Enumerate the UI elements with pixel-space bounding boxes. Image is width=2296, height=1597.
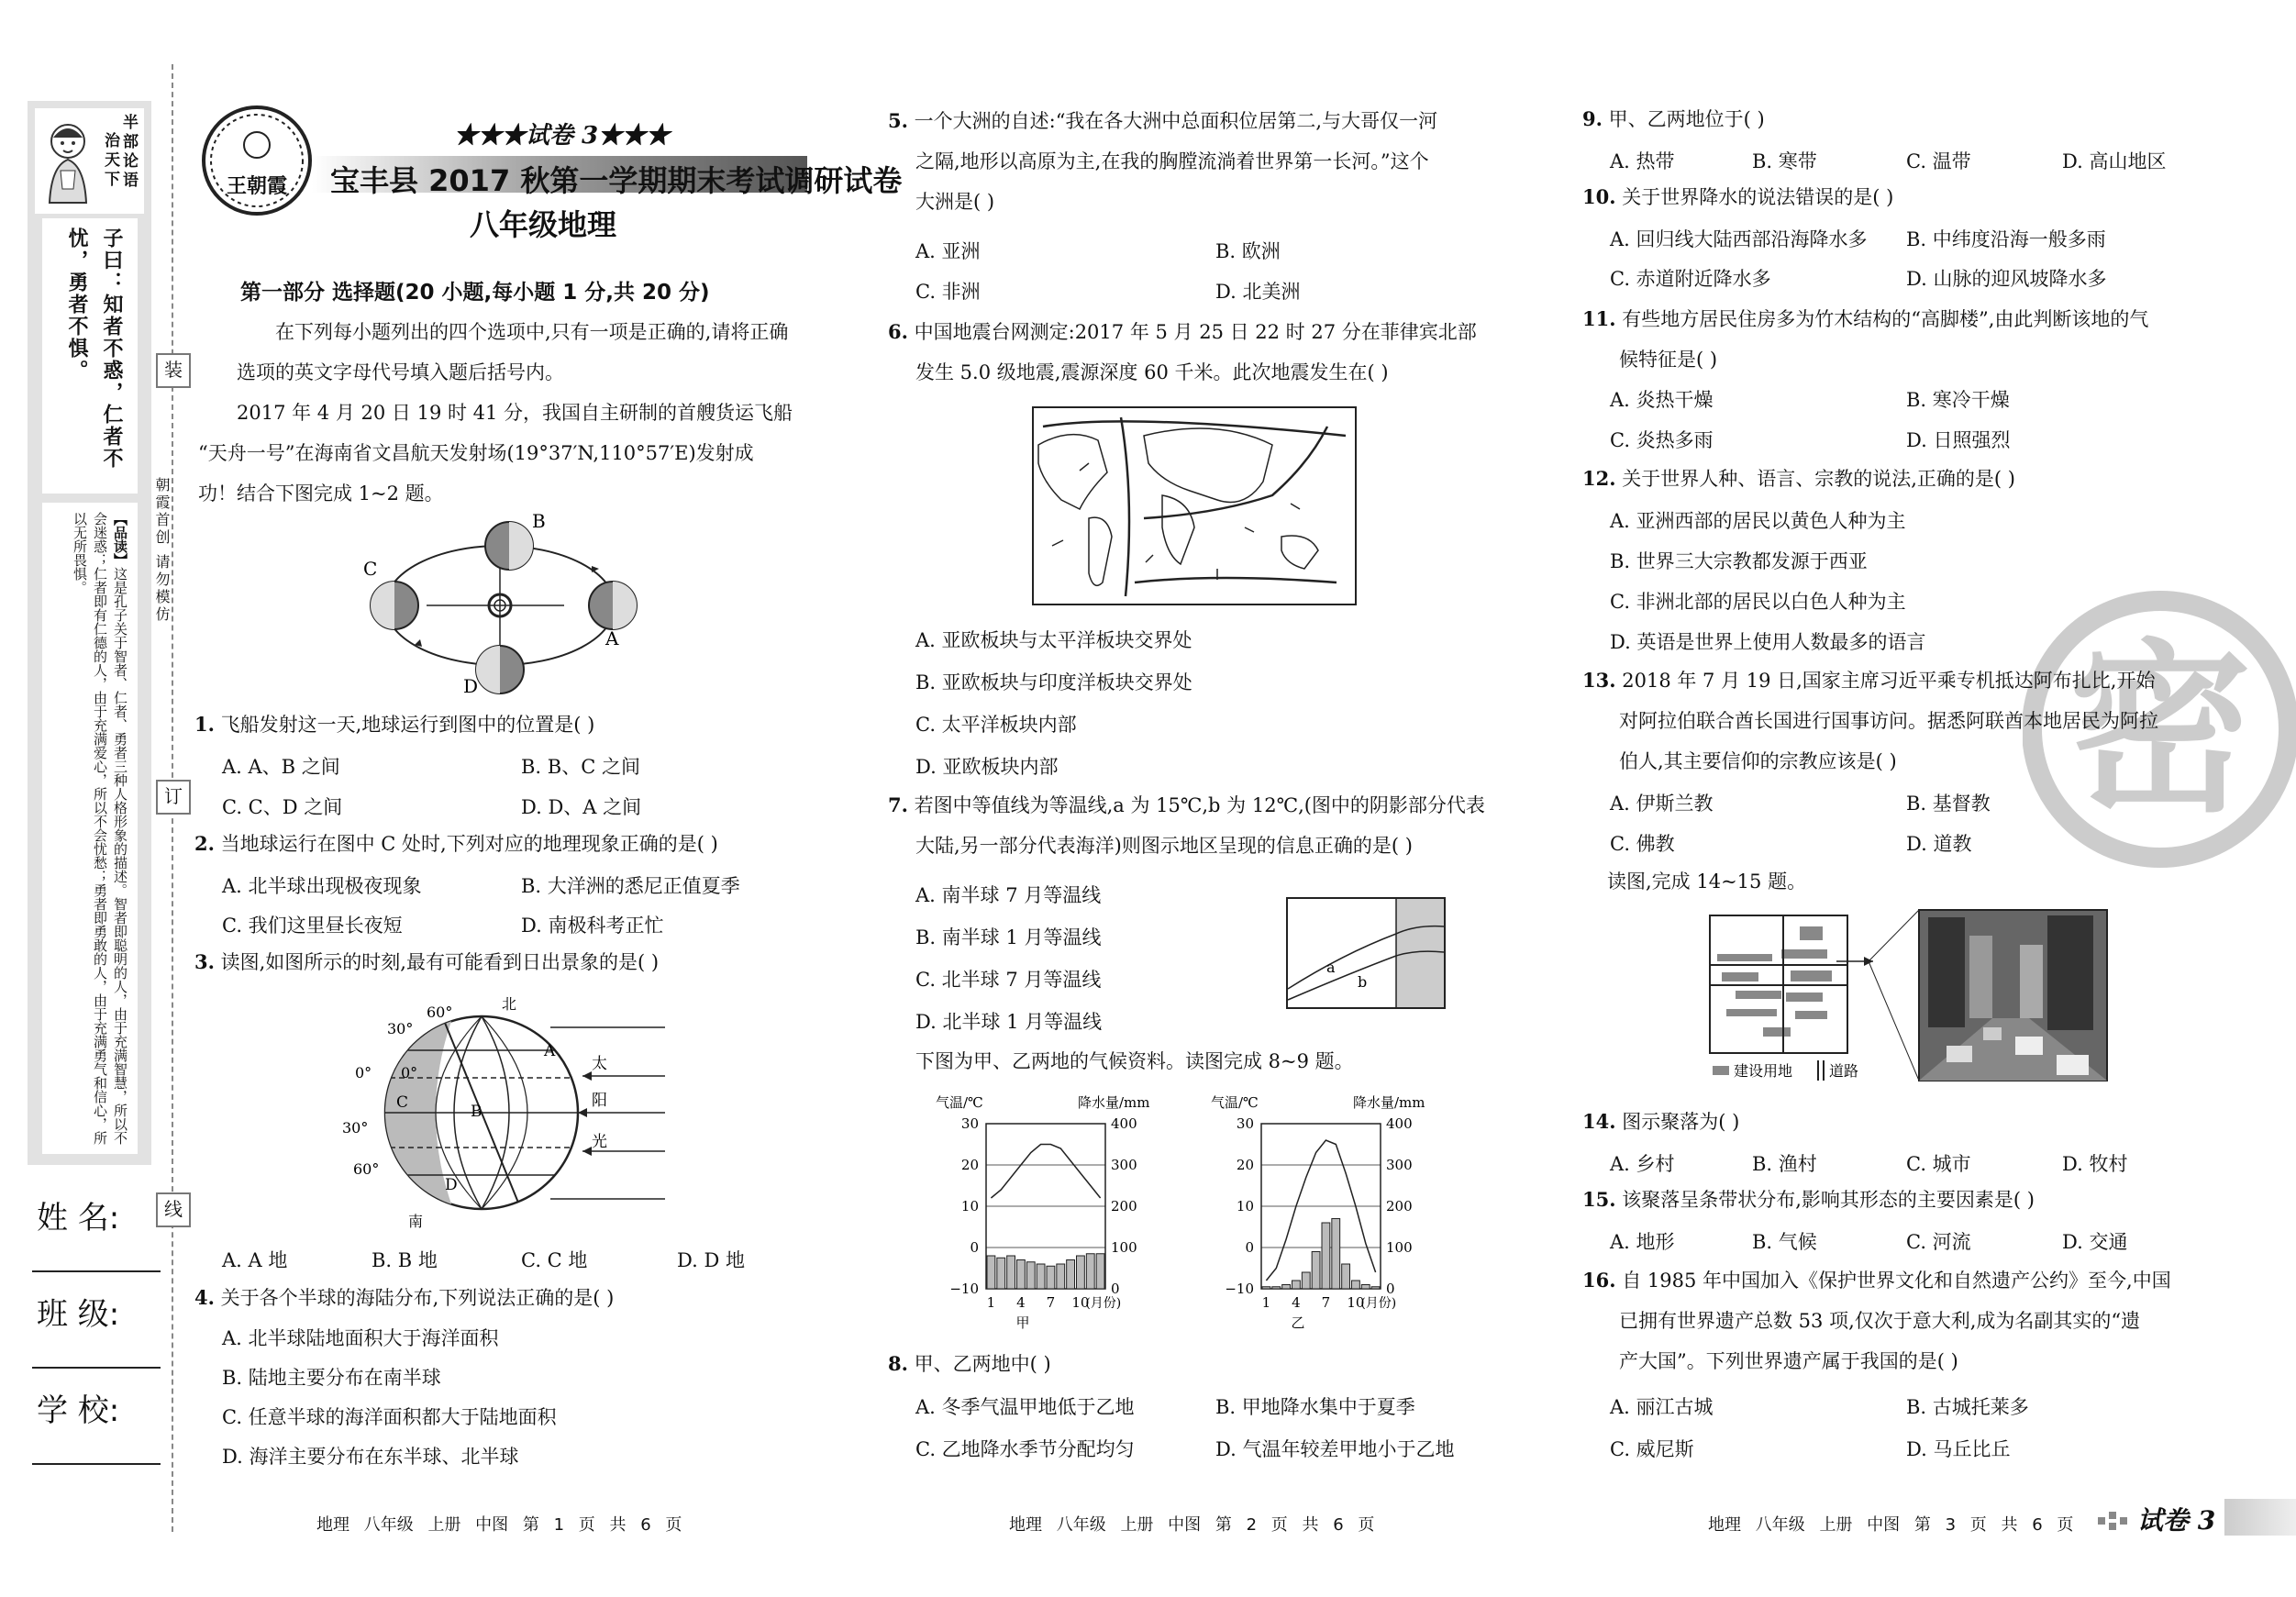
chart-1-temp-line [1266, 1140, 1375, 1281]
q7-option-c[interactable]: C. 北半球 7 月等温线 [915, 969, 1102, 991]
name-field[interactable] [32, 1270, 161, 1272]
q3-option-a[interactable]: A. A 地 [222, 1249, 288, 1271]
motto-line-2: 治天下 [101, 132, 119, 190]
q9-option-c[interactable]: C. 温带 [1906, 150, 1971, 172]
svg-text:阳: 阳 [592, 1092, 607, 1110]
question-14: 14. 图示聚落为( ) [1582, 1110, 1740, 1133]
chart-0-temp-tick: 0 [970, 1239, 979, 1256]
chart-1-temp-label: 气温/℃ [1211, 1094, 1259, 1111]
svg-text:0°: 0° [355, 1064, 372, 1081]
plate-boundary-map [1032, 406, 1357, 605]
chart-0-x-tick: 4 [1016, 1294, 1026, 1311]
q12-option-d[interactable]: D. 英语是世界上使用人数最多的语言 [1610, 631, 1926, 653]
q5-option-b[interactable]: B. 欧洲 [1215, 240, 1281, 262]
svg-text:北: 北 [502, 995, 517, 1013]
orbit-label-d: D [463, 675, 479, 697]
question-3: 3. 读图,如图所示的时刻,最有可能看到日出景象的是( ) [194, 950, 660, 973]
question-2: 2. 当地球运行在图中 C 处时,下列对应的地理现象正确的是( ) [194, 832, 718, 855]
question-5: 5. 一个大洲的自述:“我在各大洲中总面积位居第二,与大哥仅一河 之隔,地形以高原为主,在我的胸膛流淌着世界第一长河。”这个 大洲是( ) [888, 109, 1438, 213]
chart-1-temp-tick: 20 [1236, 1157, 1254, 1173]
q8-option-b[interactable]: B. 甲地降水集中于夏季 [1215, 1396, 1415, 1418]
q11-option-d[interactable]: D. 日照强烈 [1906, 429, 2011, 451]
q12-option-b[interactable]: B. 世界三大宗教都发源于西亚 [1610, 550, 1868, 572]
svg-text:30°: 30° [387, 1020, 414, 1037]
footer-page-1: 地理 八年级 上册 中图 第 1 页 共 6 页 [316, 1515, 682, 1535]
class-field[interactable] [32, 1367, 161, 1369]
chart-1-precip-bar [1302, 1272, 1310, 1289]
badge-bar [2224, 1499, 2296, 1536]
commentary-box [42, 503, 138, 1154]
quote-box [42, 218, 138, 494]
svg-text:60°: 60° [353, 1160, 380, 1178]
q13-option-a[interactable]: A. 伊斯兰教 [1610, 793, 1714, 815]
q9-option-a[interactable]: A. 热带 [1610, 150, 1675, 172]
q5-option-a[interactable]: A. 亚洲 [915, 240, 981, 262]
chart-0-precip-bar [1067, 1260, 1075, 1290]
chart-1-precip-label: 降水量/mm [1353, 1094, 1425, 1111]
chart-1-precip-tick: 300 [1386, 1157, 1413, 1173]
orbit-label-a: A [605, 627, 619, 649]
chart-0-precip-tick: 400 [1111, 1115, 1137, 1132]
q5-option-c[interactable]: C. 非洲 [915, 281, 981, 303]
q13-option-b[interactable]: B. 基督教 [1906, 793, 1991, 815]
legend-road: 道路 [1829, 1062, 1859, 1080]
scholar-cartoon [40, 116, 95, 207]
chart-1-precip-bar [1292, 1281, 1301, 1289]
context-line-2: “天舟一号”在海南省文昌航天发射场(19°37′N,110°57′E)发射成 [198, 442, 754, 464]
chart-0-precip-label: 降水量/mm [1078, 1094, 1150, 1111]
q5-option-d[interactable]: D. 北美洲 [1215, 281, 1301, 303]
chart-1-precip-bar [1361, 1285, 1370, 1290]
question-11: 11. 有些地方居民住房多为竹木结构的“高脚楼”,由此判断该地的气 候特征是( ) [1582, 307, 2149, 371]
watermark-glyph: 密 [2068, 624, 2253, 837]
chart-0-precip-bar [997, 1258, 1005, 1289]
q10-option-c[interactable]: C. 赤道附近降水多 [1610, 268, 1771, 290]
q2-option-b[interactable]: B. 大洋洲的悉尼正值夏季 [521, 875, 740, 897]
q10-option-b[interactable]: B. 中纬度沿海一般多雨 [1906, 228, 2106, 250]
chart-1-temp-tick: −10 [1225, 1281, 1254, 1297]
earth-a-icon [589, 582, 637, 629]
question-7: 7. 若图中等值线为等温线,a 为 15℃,b 为 12℃,(图中的阴影部分代表 大陆,另一部分代表海洋)则图示地区呈现的信息正确的是( ) [888, 793, 1485, 857]
isotherm-a-label: a [1326, 959, 1336, 976]
q9-option-d[interactable]: D. 高山地区 [2062, 150, 2167, 172]
q14-option-b[interactable]: B. 渔村 [1752, 1153, 1817, 1175]
chart-1-precip-tick: 100 [1386, 1239, 1413, 1256]
q3-option-b[interactable]: B. B 地 [372, 1249, 438, 1271]
chart-0-temp-tick: 20 [960, 1157, 979, 1173]
chart-1-precip-tick: 0 [1386, 1281, 1395, 1297]
q8-option-a[interactable]: A. 冬季气温甲地低于乙地 [915, 1396, 1135, 1418]
q14-option-d[interactable]: D. 牧村 [2062, 1153, 2128, 1175]
svg-text:光: 光 [592, 1133, 607, 1151]
svg-text:30°: 30° [342, 1119, 369, 1137]
chart-0-precip-tick: 0 [1111, 1281, 1120, 1297]
chart-0-temp-line [991, 1145, 1100, 1199]
fold-note: 朝霞首创 请勿模仿 [153, 477, 171, 625]
publisher-logo [197, 101, 316, 220]
subject-title: 八年级地理 [470, 207, 617, 242]
q4-option-b[interactable]: B. 陆地主要分布在南半球 [222, 1367, 441, 1389]
class-label: 班 级: [37, 1296, 120, 1333]
question-15: 15. 该聚落呈条带状分布,影响其形态的主要因素是( ) [1582, 1188, 2035, 1211]
chart-0-precip-bar [1047, 1266, 1055, 1289]
instruction [237, 312, 788, 393]
question-6: 6. 中国地震台网测定:2017 年 5 月 25 日 22 时 27 分在菲律宾北部 发生 5.0 级地震,震源深度 60 千米。此次地震发生在( ) [888, 320, 1477, 383]
q6-option-d[interactable]: D. 亚欧板块内部 [915, 756, 1059, 778]
q13-option-d[interactable]: D. 道教 [1906, 833, 1972, 855]
q9-option-b[interactable]: B. 寒带 [1752, 150, 1817, 172]
question-13: 13. 2018 年 7 月 19 日,国家主席习近平乘专机抵达阿布扎比,开始 对阿拉伯联合酋长国进行国事访问。据悉阿联酋本地居民为阿拉 伯人,其主要信仰的宗教应该是( ) [1582, 669, 2158, 772]
svg-text:D: D [445, 1176, 458, 1194]
chart-1-x-tick: 7 [1321, 1294, 1331, 1311]
q16-option-d[interactable]: D. 马丘比丘 [1906, 1438, 2011, 1460]
q3-option-d[interactable]: D. D 地 [677, 1249, 745, 1271]
isotherm-b-label: b [1358, 973, 1368, 991]
q4-option-a[interactable]: A. 北半球陆地面积大于海洋面积 [222, 1327, 499, 1349]
school-field[interactable] [32, 1463, 161, 1465]
svg-text:C: C [396, 1093, 409, 1112]
svg-text:60°: 60° [427, 1004, 453, 1021]
badge-dots-icon [2096, 1504, 2133, 1532]
chart-1-precip-bar [1342, 1264, 1350, 1289]
motto-box [35, 108, 144, 214]
chart-1-precip-bar [1322, 1223, 1330, 1289]
question-4: 4. 关于各个半球的海陆分布,下列说法正确的是( ) [194, 1286, 615, 1309]
settlement-figure [1708, 908, 2112, 1092]
question-12: 12. 关于世界人种、语言、宗教的说法,正确的是( ) [1582, 467, 2015, 490]
q15-option-a[interactable]: A. 地形 [1610, 1231, 1675, 1253]
chart-0-temp-tick: 10 [960, 1198, 979, 1214]
q4-option-d[interactable]: D. 海洋主要分布在东半球、北半球 [222, 1446, 519, 1468]
fold-mark-3: 线 [156, 1192, 191, 1227]
q8-option-d[interactable]: D. 气温年较差甲地小于乙地 [1215, 1438, 1455, 1460]
paper-tag: ★★★试卷 3★★★ [454, 122, 671, 150]
chart-1-precip-bar [1282, 1285, 1291, 1290]
fold-mark-1: 装 [156, 353, 191, 388]
chart-1-precip-bar [1312, 1252, 1320, 1290]
q1-option-a[interactable]: A. A、B 之间 [222, 756, 340, 778]
earth-b-icon [485, 522, 533, 570]
svg-text:A: A [544, 1042, 556, 1060]
q6-option-a[interactable]: A. 亚欧板块与太平洋板块交界处 [915, 629, 1192, 651]
chart-0-name: 甲 [1015, 1314, 1030, 1331]
chart-1-precip-bar [1371, 1287, 1380, 1289]
q7-option-d[interactable]: D. 北半球 1 月等温线 [915, 1011, 1103, 1033]
isotherm-figure [1286, 897, 1446, 1009]
name-label: 姓 名: [37, 1200, 120, 1237]
chart-1-x-tick: 4 [1292, 1294, 1301, 1311]
chart-0-x-tick: 1 [986, 1294, 996, 1311]
exam-title: 宝丰县 2017 秋第一学期期末考试调研试卷 [330, 163, 903, 198]
paper-badge: 试卷 3 [2137, 1505, 2216, 1536]
q1-option-b[interactable]: B. B、C 之间 [521, 756, 640, 778]
globe-figure [335, 986, 683, 1229]
q6-option-c[interactable]: C. 太平洋板块内部 [915, 714, 1077, 736]
context [198, 393, 793, 514]
chart-0-temp-tick: −10 [949, 1281, 979, 1297]
question-10: 10. 关于世界降水的说法错误的是( ) [1582, 185, 1894, 208]
legend-construction: 建设用地 [1734, 1062, 1793, 1080]
q3-option-c[interactable]: C. C 地 [521, 1249, 588, 1271]
footer-page-2: 地理 八年级 上册 中图 第 2 页 共 6 页 [1009, 1515, 1375, 1535]
q1-option-d[interactable]: D. D、A 之间 [521, 796, 642, 818]
svg-text:B: B [471, 1103, 482, 1121]
question-8: 8. 甲、乙两地中( ) [888, 1352, 1051, 1375]
q11-option-c[interactable]: C. 炎热多雨 [1610, 429, 1714, 451]
q12-option-a[interactable]: A. 亚洲西部的居民以黄色人种为主 [1610, 510, 1906, 532]
svg-text:南: 南 [408, 1213, 424, 1229]
chart-1-precip-bar [1272, 1287, 1281, 1289]
q13-option-c[interactable]: C. 佛教 [1610, 833, 1675, 855]
chart-0-x-tick: 10 [1071, 1294, 1090, 1311]
school-label: 学 校: [37, 1392, 120, 1429]
section-heading: 第一部分 选择题(20 小题,每小题 1 分,共 20 分) [240, 281, 710, 305]
chart-1-temp-tick: 10 [1236, 1198, 1254, 1214]
chart-1-precip-bar [1352, 1281, 1360, 1289]
q15-option-d[interactable]: D. 交通 [2062, 1231, 2128, 1253]
q12-option-c[interactable]: C. 非洲北部的居民以白色人种为主 [1610, 591, 1906, 613]
commentary [70, 512, 130, 1145]
footer-page-3: 地理 八年级 上册 中图 第 3 页 共 6 页 [1708, 1515, 2074, 1535]
earth-c-icon [371, 582, 418, 629]
question-16: 16. 自 1985 年中国加入《保护世界文化和自然遗产公约》至今,中国 已拥有世界遗产总数 53 项,仅次于意大利,成为名副其实的“遗 产大国”。下列世界遗产属于我国的是( ) [1582, 1269, 2171, 1372]
chart-0-precip-bar [1077, 1256, 1085, 1289]
chart-1-precip-tick: 400 [1386, 1115, 1413, 1132]
commentary-label: 【品读】 [112, 512, 128, 567]
earth-d-icon [476, 646, 524, 693]
chart-0-precip-bar [1096, 1254, 1104, 1289]
q8-option-c[interactable]: C. 乙地降水季节分配均匀 [915, 1438, 1135, 1460]
q15-option-b[interactable]: B. 气候 [1752, 1231, 1817, 1253]
context-line-1: 2017 年 4 月 20 日 19 时 41 分，我国自主研制的首艘货运飞船 [237, 402, 793, 424]
svg-text:0°: 0° [401, 1064, 418, 1081]
q7-option-a[interactable]: A. 南半球 7 月等温线 [915, 884, 1102, 906]
chart-0-precip-bar [987, 1256, 995, 1289]
chart-0-temp-label: 气温/℃ [936, 1094, 983, 1111]
chart-0-precip-bar [1037, 1264, 1045, 1289]
q2-option-d[interactable]: D. 南极科考正忙 [521, 915, 664, 937]
chart-0-x-unit: (月份) [1085, 1296, 1122, 1311]
chart-0-precip-bar [1017, 1260, 1026, 1290]
chart-1-precip-bar [1332, 1219, 1340, 1290]
q14-option-a[interactable]: A. 乡村 [1610, 1153, 1675, 1175]
chart-1-precip-bar [1262, 1287, 1270, 1289]
q11-option-b[interactable]: B. 寒冷干燥 [1906, 389, 2010, 411]
confucius-quote: 子曰：知者不惑，仁者不忧，勇者不惧。 [65, 227, 123, 470]
sidebar [28, 101, 151, 1165]
fold-mark-2: 订 [156, 780, 191, 815]
orbit-label-c: C [363, 558, 378, 580]
chart-0-precip-bar [1057, 1264, 1065, 1289]
question-9: 9. 甲、乙两地位于( ) [1582, 107, 1765, 130]
q16-option-a[interactable]: A. 丽江古城 [1610, 1396, 1714, 1418]
q16-option-b[interactable]: B. 古城托莱多 [1906, 1396, 2029, 1418]
instruction-line-1: 在下列每小题列出的四个选项中,只有一项是正确的,请将正确 [275, 321, 789, 343]
context-line-3: 功！结合下图完成 1~2 题。 [198, 482, 444, 505]
orbit-figure [358, 509, 670, 702]
settlement-intro: 读图,完成 14~15 题。 [1607, 871, 1807, 893]
logo-text: 王朝霞 [226, 174, 287, 198]
chart-1-x-tick: 10 [1347, 1294, 1365, 1311]
q15-option-c[interactable]: C. 河流 [1906, 1231, 1971, 1253]
orbit-label-b: B [532, 510, 546, 532]
q16-option-c[interactable]: C. 威尼斯 [1610, 1438, 1694, 1460]
chart-1-name: 乙 [1291, 1314, 1305, 1331]
climate-charts [917, 1082, 1449, 1344]
q2-option-c[interactable]: C. 我们这里昼长夜短 [222, 915, 403, 937]
instruction-line-2: 选项的英文字母代号填入题后括号内。 [237, 361, 564, 383]
chart-0-precip-tick: 200 [1111, 1198, 1137, 1214]
chart-0-precip-bar [1086, 1254, 1094, 1289]
chart-0-precip-bar [1026, 1262, 1035, 1289]
q4-option-c[interactable]: C. 任意半球的海洋面积都大于陆地面积 [222, 1406, 557, 1428]
motto-line-1: 半部论语 [119, 114, 138, 191]
q14-option-c[interactable]: C. 城市 [1906, 1153, 1971, 1175]
q1-option-c[interactable]: C. C、D 之间 [222, 796, 343, 818]
chart-1-x-unit: (月份) [1360, 1296, 1397, 1311]
q11-option-a[interactable]: A. 炎热干燥 [1610, 389, 1714, 411]
chart-0-temp-tick: 30 [960, 1115, 979, 1132]
q2-option-a[interactable]: A. 北半球出现极夜现象 [222, 875, 422, 897]
chart-1-precip-tick: 200 [1386, 1198, 1413, 1214]
svg-text:太: 太 [592, 1055, 607, 1073]
chart-1-x-tick: 1 [1261, 1294, 1271, 1311]
chart-0-precip-tick: 100 [1111, 1239, 1137, 1256]
question-1: 1. 飞船发射这一天,地球运行到图中的位置是( ) [194, 713, 595, 736]
chart-0-precip-tick: 300 [1111, 1157, 1137, 1173]
q7-option-b[interactable]: B. 南半球 1 月等温线 [915, 926, 1102, 948]
q10-option-d[interactable]: D. 山脉的迎风坡降水多 [1906, 268, 2107, 290]
chart-0-precip-bar [1007, 1256, 1015, 1289]
climate-intro: 下图为甲、乙两地的气候资料。读图完成 8~9 题。 [915, 1050, 1354, 1072]
chart-0-x-tick: 7 [1046, 1294, 1056, 1311]
commentary-text: 这是孔子关于智者、仁者、勇者三种人格形象的描述。智者即聪明的人，由于充满智慧，所以不会迷惑；仁者即有仁德的人，由于充满爱心，所以不会忧愁；勇者即勇敢的人，由于充满勇气和信心，所以无所畏惧。 [72, 512, 128, 1145]
q6-option-b[interactable]: B. 亚欧板块与印度洋板块交界处 [915, 671, 1192, 693]
chart-1-temp-tick: 30 [1236, 1115, 1254, 1132]
chart-1-temp-tick: 0 [1245, 1239, 1254, 1256]
q10-option-a[interactable]: A. 回归线大陆西部沿海降水多 [1610, 228, 1868, 250]
